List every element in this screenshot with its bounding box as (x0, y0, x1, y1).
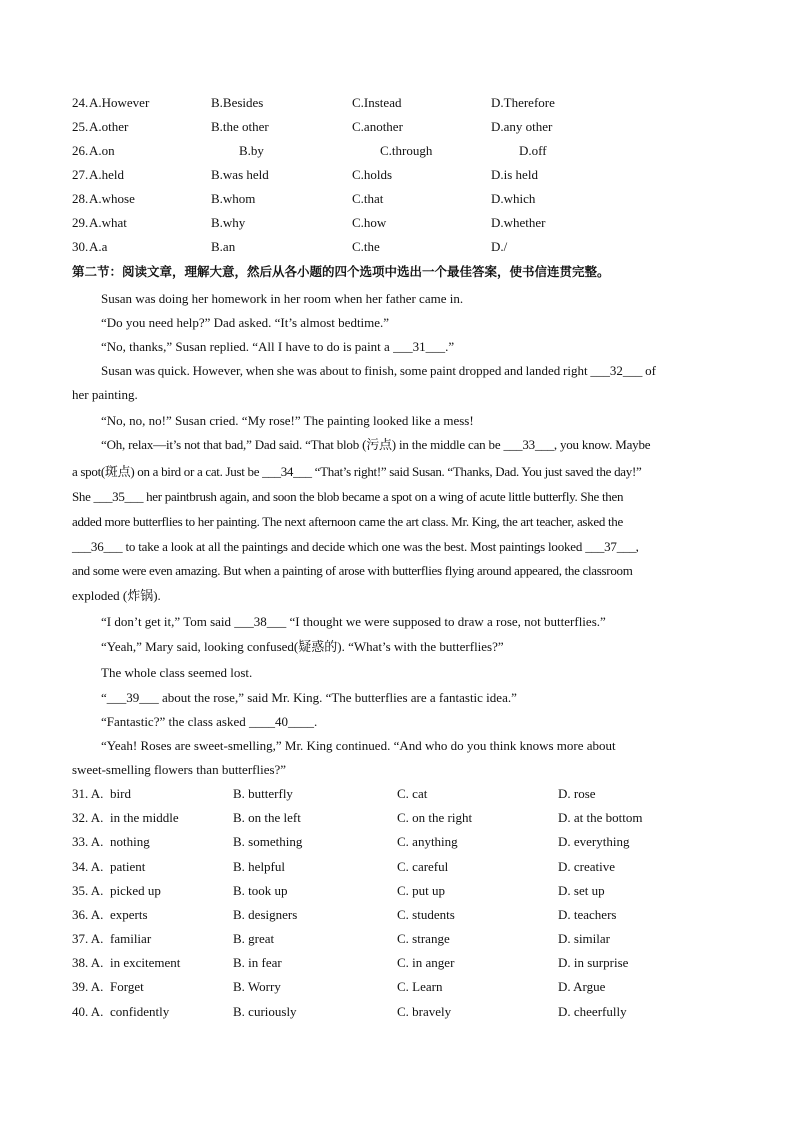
option-a: in excitement (110, 955, 181, 970)
option-d: D./ (491, 239, 508, 254)
question-row (72, 189, 732, 209)
option-a: patient (110, 859, 146, 874)
question-row (72, 1002, 732, 1022)
option-a: picked up (110, 883, 161, 898)
question-row (72, 808, 732, 828)
question-number: 29. (72, 215, 89, 230)
question-number: 36. A. (72, 907, 104, 922)
question-number: 38. A. (72, 955, 104, 970)
option-d: D.off (519, 143, 547, 158)
question-number: 37. A. (72, 931, 104, 946)
option-c: C.the (352, 239, 380, 254)
question-number: 25. (72, 119, 89, 134)
option-a: nothing (110, 834, 150, 849)
question-number: 27. (72, 167, 89, 182)
option-c: C. students (397, 907, 455, 922)
option-d: D.is held (491, 167, 538, 182)
option-c: C. anything (397, 834, 458, 849)
option-d: D. creative (558, 859, 616, 874)
option-b: B.was held (211, 167, 269, 182)
option-a: A.held (89, 167, 125, 182)
question-row (72, 141, 732, 161)
option-a: A.a (89, 239, 108, 254)
question-number: 31. A. (72, 786, 104, 801)
option-b: B. on the left (233, 810, 301, 825)
option-d: D. cheerfully (558, 1004, 627, 1019)
passage-line: “I don’t get it,” Tom said ___38___ “I thought we were supposed to draw a rose, not butterflies.” (101, 614, 606, 629)
option-b: B. in fear (233, 955, 282, 970)
question-row (72, 953, 732, 973)
question-number: 30. (72, 239, 89, 254)
option-a: A.on (89, 143, 115, 158)
question-number: 35. A. (72, 883, 104, 898)
question-number: 33. A. (72, 834, 104, 849)
option-c: C. cat (397, 786, 428, 801)
option-b: B. Worry (233, 979, 281, 994)
option-b: B.why (211, 215, 246, 230)
option-d: D. Argue (558, 979, 606, 994)
option-a: bird (110, 786, 131, 801)
question-row (72, 237, 732, 257)
question-row (72, 929, 732, 949)
passage-line: a spot(斑点) on a bird or a cat. Just be ___34___ “That’s right!” said Susan. “Thanks, Dad. You just saved the day!” (72, 464, 642, 479)
option-a: familiar (110, 931, 152, 946)
passage-line: “___39___ about the rose,” said Mr. King. “The butterflies are a fantastic idea.” (101, 690, 517, 705)
option-b: B. took up (233, 883, 288, 898)
option-b: B. great (233, 931, 275, 946)
option-d: D. similar (558, 931, 610, 946)
option-a: A.other (89, 119, 129, 134)
option-a: Forget (110, 979, 144, 994)
option-d: D.which (491, 191, 536, 206)
option-b: B.whom (211, 191, 256, 206)
question-row (72, 93, 732, 113)
option-d: D. everything (558, 834, 630, 849)
option-c: C.holds (352, 167, 393, 182)
option-b: B. something (233, 834, 303, 849)
question-row (72, 784, 732, 804)
option-b: B.the other (211, 119, 269, 134)
passage-line: “Do you need help?” Dad asked. “It’s almost bedtime.” (101, 315, 390, 330)
option-b: B.by (239, 143, 264, 158)
question-number: 28. (72, 191, 89, 206)
option-c: C. on the right (397, 810, 473, 825)
option-b: B. butterfly (233, 786, 293, 801)
option-c: C.Instead (352, 95, 402, 110)
option-b: B.an (211, 239, 236, 254)
option-c: C. careful (397, 859, 449, 874)
option-a: A.whose (89, 191, 135, 206)
passage-line: “Oh, relax—it’s not that bad,” Dad said. “That blob (污点) in the middle can be ___33___, you know. Maybe (101, 437, 651, 452)
option-c: C.through (380, 143, 433, 158)
question-number: 24. (72, 95, 89, 110)
passage-line: ___36___ to take a look at all the paintings and decide which one was the best. Most paintings looked ___37___, (72, 539, 639, 554)
question-row (72, 857, 732, 877)
passage-line: sweet-smelling flowers than butterflies?” (72, 762, 287, 777)
question-row (72, 213, 732, 233)
option-c: C.that (352, 191, 384, 206)
passage-line: “Yeah! Roses are sweet-smelling,” Mr. King continued. “And who do you think knows more about (101, 738, 616, 753)
question-number: 32. A. (72, 810, 104, 825)
question-number: 40. A. (72, 1004, 104, 1019)
question-row (72, 165, 732, 185)
option-d: D. rose (558, 786, 596, 801)
option-a: A.However (89, 95, 150, 110)
option-c: C. put up (397, 883, 446, 898)
question-row (72, 905, 732, 925)
option-c: C.how (352, 215, 387, 230)
question-number: 34. A. (72, 859, 104, 874)
option-d: D. in surprise (558, 955, 629, 970)
option-c: C.another (352, 119, 403, 134)
option-c: C. bravely (397, 1004, 452, 1019)
option-d: D. teachers (558, 907, 617, 922)
passage-line: and some were even amazing. But when a painting of arose with butterflies flying around appeared, the classroom (72, 563, 633, 578)
option-a: experts (110, 907, 148, 922)
question-row (72, 881, 732, 901)
option-d: D.whether (491, 215, 546, 230)
option-c: C. in anger (397, 955, 455, 970)
passage-line: “Fantastic?” the class asked ____40____. (101, 714, 318, 729)
question-number: 26. (72, 143, 89, 158)
question-row (72, 832, 732, 852)
option-d: D.any other (491, 119, 553, 134)
option-b: B. helpful (233, 859, 285, 874)
option-d: D. set up (558, 883, 605, 898)
passage-line: her painting. (72, 387, 138, 402)
option-a: confidently (110, 1004, 170, 1019)
option-b: B. curiously (233, 1004, 297, 1019)
option-c: C. strange (397, 931, 450, 946)
passage-line: “No, thanks,” Susan replied. “All I have to do is paint a ___31___.” (101, 339, 455, 354)
passage-line: Susan was quick. However, when she was about to finish, some paint dropped and landed right ___32___ of (101, 363, 656, 378)
passage-line: exploded (炸锅). (72, 588, 161, 603)
option-d: D.Therefore (491, 95, 555, 110)
option-d: D. at the bottom (558, 810, 643, 825)
section2-heading: 第二节：阅读文章，理解大意，然后从各小题的四个选项中选出一个最佳答案，使书信连贯完整。 (72, 264, 610, 279)
option-b: B. designers (233, 907, 298, 922)
passage-line: “Yeah,” Mary said, looking confused(疑惑的). “What’s with the butterflies?” (101, 639, 504, 654)
option-b: B.Besides (211, 95, 264, 110)
passage-line: Susan was doing her homework in her room when her father came in. (101, 291, 464, 306)
option-c: C. Learn (397, 979, 443, 994)
passage-line: The whole class seemed lost. (101, 665, 253, 680)
option-a: A.what (89, 215, 127, 230)
passage-line: She ___35___ her paintbrush again, and soon the blob became a spot on a wing of acute little butterfly. She then (72, 489, 624, 504)
question-row (72, 977, 732, 997)
question-number: 39. A. (72, 979, 104, 994)
option-a: in the middle (110, 810, 179, 825)
question-row (72, 117, 732, 137)
passage-line: added more butterflies to her painting. The next afternoon came the art class. Mr. King, the art teacher, asked the (72, 514, 623, 529)
passage-line: “No, no, no!” Susan cried. “My rose!” The painting looked like a mess! (101, 413, 474, 428)
